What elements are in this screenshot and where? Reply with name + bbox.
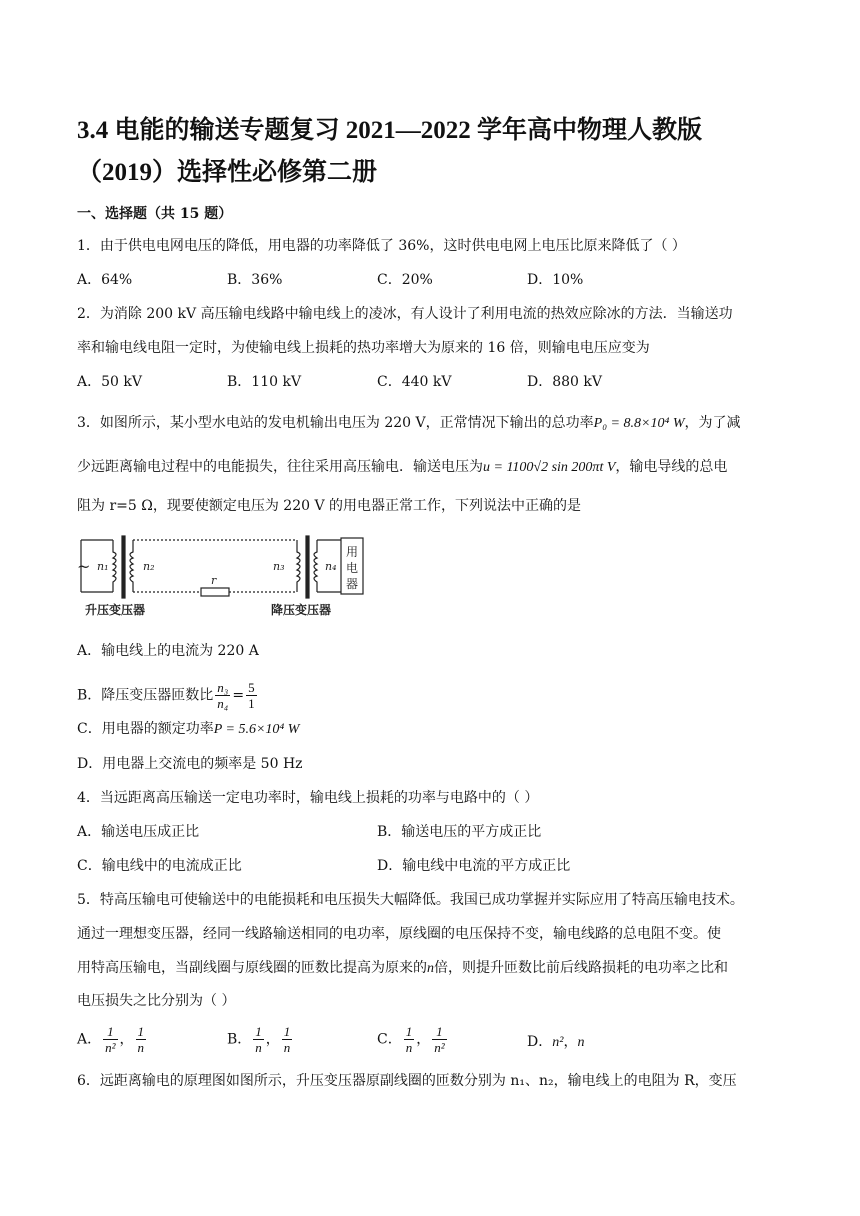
separator: ，: [265, 1031, 280, 1048]
q3-stem-text2: 少远距离输电过程中的电能损失，往往采用高压输电．输送电压为: [77, 459, 483, 475]
q1-option-a: A．64%: [77, 272, 133, 288]
q5-stem-line4: 电压损失之比分别为（ ）: [77, 993, 236, 1009]
fraction-numerator: 1: [432, 1024, 446, 1040]
q2-option-a: A．50 kV: [77, 374, 142, 390]
fraction-numerator: n₃: [217, 680, 229, 695]
q1-option-b: B．36%: [227, 272, 283, 288]
q5-stem-line2: 通过一理想变压器，经同一线路输送相同的电功率，原线圈的电压保持不变，输电线路的总电阻不变。使: [77, 926, 721, 942]
q3-stem-text1: 3．如图所示，某小型水电站的发电机输出电压为 220 V，正常情况下输出的总功率: [77, 415, 594, 431]
step-down-transformer-label: 降压变压器: [271, 603, 332, 617]
coil-n2-label: n₂: [143, 560, 155, 573]
fraction-numerator: 5: [248, 680, 255, 695]
fraction-numerator: 1: [103, 1024, 117, 1040]
q5-option-d-n2: n²: [552, 1035, 564, 1050]
fraction-numerator: 1: [283, 1024, 291, 1039]
q1-option-c: C．20%: [377, 272, 433, 288]
ac-source-symbol: ~: [77, 557, 91, 576]
q2-stem-line2: 率和输电线电阻一定时，为使输电线上损耗的热功率增大为原来的 16 倍，则输电电压应变为: [77, 340, 650, 356]
fraction: [253, 1024, 264, 1055]
q3-stem-text1b: ，为了减: [684, 415, 741, 431]
q5-stem-text3b: 倍，则提升匝数比前后线路损耗的电功率之比和: [434, 960, 728, 976]
q3-option-c-text: C．用电器的额定功率: [77, 721, 214, 737]
fraction-denominator: n₄: [217, 696, 229, 711]
load-label-3: 器: [346, 577, 359, 591]
fraction-numerator: 1: [405, 1024, 413, 1039]
q4-option-d: D．输电线中电流的平方成正比: [377, 858, 571, 874]
page-title: 3.4 电能的输送专题复习 2021—2022 学年高中物理人教版（2019）选择性必修第二册: [77, 117, 703, 186]
q3-stem-line2: [77, 457, 727, 478]
q1-option-d: D．10%: [527, 272, 584, 288]
separator: ，: [416, 1031, 431, 1048]
load-label-2: 电: [346, 561, 359, 575]
q3-stem-line3: 阻为 r=5 Ω，现要使额定电压为 220 V 的用电器正常工作，下列说法中正确的是: [77, 498, 582, 514]
q2-option-c: C．440 kV: [377, 374, 452, 390]
load-label-1: 用: [346, 545, 359, 559]
option-label: C．: [377, 1031, 402, 1048]
fraction-denominator: n: [255, 1040, 262, 1055]
q3-option-b-text: B．降压变压器匝数比: [77, 687, 214, 704]
fraction-denominator: 1: [248, 696, 255, 711]
q4-option-a: A．输送电压成正比: [77, 824, 200, 840]
resistor-r-label: r: [211, 574, 217, 587]
fraction-numerator: 1: [255, 1024, 262, 1039]
equals-sign: =: [232, 687, 245, 704]
coil-n1-label: n₁: [97, 560, 109, 573]
coil-n3-label: n₃: [273, 560, 285, 573]
q3-stem-text2b: ，输电导线的总电: [615, 459, 728, 475]
q5-option-c: [377, 1024, 449, 1055]
q6-stem-line1: 6．远距离输电的原理图如图所示，升压变压器原副线圈的匝数分别为 n₁、n₂，输电线上的电阻为 R，变压: [77, 1073, 737, 1089]
q3-option-c: [77, 719, 299, 740]
q2-stem-line1: 2．为消除 200 kV 高压输电线路中输电线上的凌冰，有人设计了利用电流的热效应除冰的方法．当输送功: [77, 306, 733, 322]
option-label: A．: [77, 1031, 102, 1048]
section-heading: 一、选择题（共 15 题）: [77, 206, 233, 222]
q5-option-b: [227, 1024, 294, 1055]
q5-option-a: [77, 1024, 148, 1055]
coil-n4-label: n₄: [325, 560, 337, 573]
fraction: [282, 1024, 293, 1055]
fraction: [432, 1024, 446, 1055]
fraction-denominator: n²: [105, 1040, 116, 1055]
q5-option-d: [527, 1032, 584, 1053]
fraction-denominator: n: [283, 1040, 291, 1055]
q3-option-a: A．输电线上的电流为 220 A: [77, 643, 259, 659]
option-label: D．: [527, 1034, 553, 1050]
q4-option-c: C．输电线中的电流成正比: [77, 858, 242, 874]
q4-option-b: B．输送电压的平方成正比: [377, 824, 542, 840]
q3-option-b: [77, 680, 259, 711]
fraction-denominator: n: [405, 1040, 413, 1055]
transmission-circuit-diagram: [77, 530, 375, 618]
q5-stem-text3a: 用特高压输电，当副线圈与原线圈的匝数比提高为原来的: [77, 960, 427, 976]
q3-ratio-value-fraction: [246, 680, 257, 711]
separator: ，: [563, 1034, 578, 1050]
q3-stem-line1: [77, 413, 740, 434]
step-up-transformer-label: 升压变压器: [85, 603, 146, 617]
fraction: [136, 1024, 147, 1055]
q2-option-d: D．880 kV: [527, 374, 602, 390]
q3-option-d: D．用电器上交流电的频率是 50 Hz: [77, 756, 303, 772]
option-label: B．: [227, 1031, 252, 1048]
q3-power-formula: P₀ = 8.8×10⁴ W: [593, 416, 685, 431]
q3-voltage-formula: u = 1100√2 sin 200πt V: [483, 460, 616, 475]
q3-turns-ratio-fraction: [215, 680, 230, 711]
fraction-denominator: n: [137, 1040, 145, 1055]
q5-option-d-n: n: [577, 1035, 585, 1050]
fraction-numerator: 1: [137, 1024, 145, 1039]
fraction: [404, 1024, 415, 1055]
q5-stem-line3: [77, 958, 728, 979]
q4-stem: 4．当远距离高压输送一定电功率时，输电线上损耗的功率与电路中的（ ）: [77, 790, 539, 806]
fraction: [103, 1024, 117, 1055]
q1-stem: 1．由于供电电网电压的降低，用电器的功率降低了 36%，这时供电电网上电压比原来降低了（ ）: [77, 238, 686, 254]
separator: ，: [119, 1031, 134, 1048]
q3-option-c-formula: P = 5.6×10⁴ W: [213, 722, 300, 737]
fraction-denominator: n²: [434, 1040, 445, 1055]
q2-option-b: B．110 kV: [227, 374, 302, 390]
q5-stem-line1: 5．特高压输电可使输送中的电能损耗和电压损失大幅降低。我国已成功掌握并实际应用了特高压输电技术。: [77, 892, 744, 908]
q5-variable-n: n: [427, 961, 434, 976]
